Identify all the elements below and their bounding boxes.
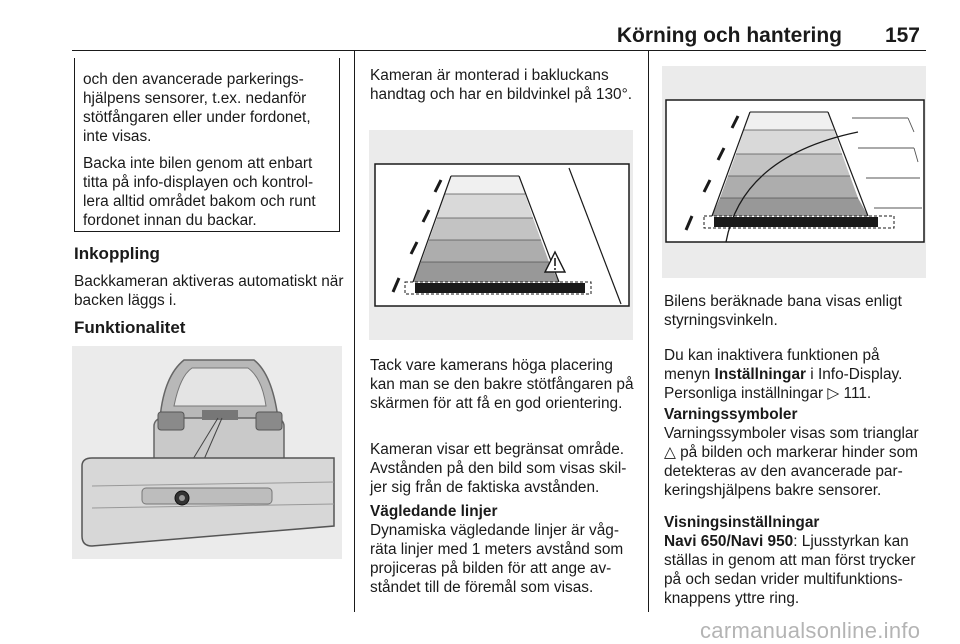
header-rule (72, 50, 926, 51)
warning-text: Backa inte bilen genom att enbart titta på info-displayen och kontrollera alltid området bakom och runt fordonet innan du backar. (83, 155, 316, 229)
paragraph: Backkameran aktiveras automatiskt när backen läggs i. (74, 273, 344, 309)
warning-text: och den avancerade parkeringshjälpens sensorer, t.ex. nedanför stötfångaren eller under fordonet, inte visas. (83, 71, 311, 145)
subheading-warning-symbols: Varningssymboler (664, 406, 798, 423)
page-number: 157 (884, 24, 920, 47)
paragraph-settings-menu: Du kan inaktivera funktionen på menyn Inställningar i Info-Display. Personliga inställningar ▷ 111. (664, 347, 903, 402)
model-name: Navi 650/Navi 950 (664, 533, 794, 550)
rear-camera-illustration (72, 346, 342, 559)
subheading-guide-lines: Vägledande linjer (370, 503, 498, 520)
paragraph: Dynamiska vägledande linjer är vågräta linjer med 1 meters avstånd som projiceras på bilden för att ange avståndet till de föremål som visas. (370, 522, 624, 596)
heading-funktionalitet: Funktionalitet (74, 318, 186, 337)
paragraph: Kameran visar ett begränsat område. Avstånden på den bild som visas skiljer sig från de faktiska avstånden. (370, 441, 627, 496)
paragraph: Bilens beräknade bana visas enligt styrningsvinkeln. (664, 293, 902, 329)
heading-inkoppling: Inkoppling (74, 244, 160, 263)
paragraph-warning-symbols: Varningssymboler visas som trianglar △ på bilden och markerar hinder som detekteras av den avancerade parkeringshjälpens bakre sensorer. (664, 425, 919, 499)
camera-trajectory-illustration (662, 66, 926, 278)
subheading-display-settings: Visningsinställningar (664, 514, 820, 531)
page-ref-icon: ▷ (827, 385, 844, 402)
camera-display-illustration (369, 130, 633, 340)
running-header-title: Körning och hantering (616, 24, 842, 47)
paragraph-brightness: Navi 650/Navi 950: Ljusstyrkan kan ställas in genom att man först trycker på och sedan vrider multifunktionsknappens yttre ring. (664, 533, 916, 607)
paragraph: Kameran är monterad i bakluckans handtag och har en bildvinkel på 130°. (370, 67, 633, 103)
menu-name-installningar: Inställningar (714, 366, 806, 383)
column-divider (354, 51, 355, 612)
paragraph: Tack vare kamerans höga placering kan man se den bakre stötfångaren på skärmen för att få en god orientering. (370, 357, 634, 412)
column-divider (648, 51, 649, 612)
watermark: carmanualsonline.info (700, 618, 921, 643)
page-reference[interactable]: 111. (843, 385, 872, 402)
warning-triangle-icon: △ (664, 444, 676, 461)
warning-box (74, 58, 340, 232)
